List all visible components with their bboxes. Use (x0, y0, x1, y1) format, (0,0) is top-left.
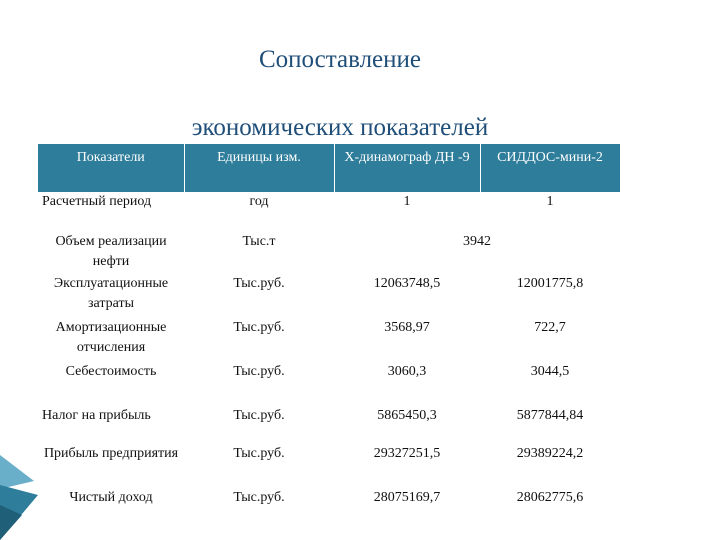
row-label: Эксплуатационные затраты (38, 274, 184, 318)
row-unit: Тыс.руб. (184, 444, 334, 488)
row-unit: Тыс.руб. (184, 488, 334, 528)
table-row (38, 318, 620, 362)
row-value-1: 12063748,5 (334, 274, 480, 318)
corner-decoration (0, 455, 40, 540)
row-value-2: 12001775,8 (480, 274, 620, 318)
table-row (38, 488, 620, 528)
table-header-row (38, 144, 620, 192)
row-label: Расчетный период (38, 192, 184, 232)
row-value-2: 1 (480, 192, 620, 232)
row-value-1: 5865450,3 (334, 400, 480, 444)
row-value-2: 722,7 (480, 318, 620, 362)
row-unit: год (184, 192, 334, 232)
header-units: Единицы изм. (184, 144, 334, 192)
row-label: Себестоимость (38, 362, 184, 400)
row-unit: Тыс.руб. (184, 274, 334, 318)
table-row (38, 232, 620, 274)
table-row (38, 400, 620, 444)
row-label: Налог на прибыль (38, 400, 184, 444)
row-value-2: 5877844,84 (480, 400, 620, 444)
row-unit: Тыс.руб. (184, 318, 334, 362)
row-value-1: 29327251,5 (334, 444, 480, 488)
header-x-dynamograph: Х-динамограф ДН -9 (334, 144, 480, 192)
row-value-1: 3568,97 (334, 318, 480, 362)
row-value-1: 3060,3 (334, 362, 480, 400)
table-row (38, 192, 620, 232)
row-merged-value: 3942 (334, 232, 620, 274)
slide-title-line-1: Сопоставление (259, 46, 421, 73)
table-row (38, 274, 620, 318)
row-unit: Тыс.руб. (184, 362, 334, 400)
row-value-2: 28062775,6 (480, 488, 620, 528)
row-label: Чистый доход (38, 488, 184, 528)
header-indicators: Показатели (38, 144, 184, 192)
row-label: Прибыль предприятия (38, 444, 184, 488)
table-row (38, 362, 620, 400)
row-value-2: 29389224,2 (480, 444, 620, 488)
row-unit: Тыс.руб. (184, 400, 334, 444)
row-unit: Тыс.т (184, 232, 334, 274)
row-label: Амортизационные отчисления (38, 318, 184, 362)
row-value-2: 3044,5 (480, 362, 620, 400)
row-value-1: 1 (334, 192, 480, 232)
row-value-1: 28075169,7 (334, 488, 480, 528)
economic-indicators-table (38, 144, 621, 528)
row-label: Объем реализации нефти (38, 232, 184, 274)
table-row (38, 444, 620, 488)
slide-title-line-2: экономических показателей (191, 114, 489, 141)
header-siddos-mini-2: СИДДОС-мини-2 (480, 144, 620, 192)
